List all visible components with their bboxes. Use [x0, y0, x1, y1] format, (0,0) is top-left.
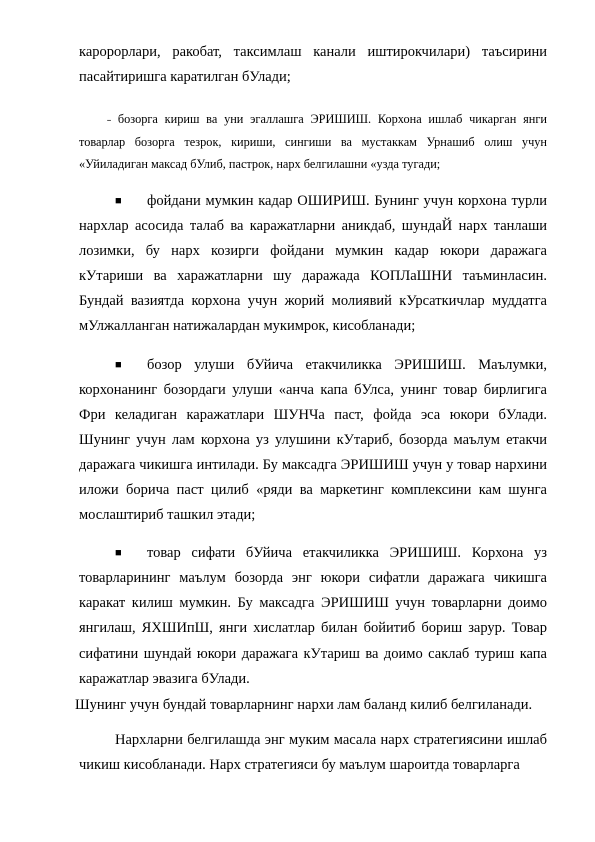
bullet-text-market-share: бозор улуши бУйича етакчиликка ЭРИШИШ. Маълумки, корхонанинг бозордаги улуши «анча капа бУлса, унинг товар бирлигига Фри келадиган каражатлари ШУНЧа паст, фойда эса юкори бУлади. Шунинг учун лам корхона уз улушини кУтариб, бозорда маълум етакчи даражага чикишга интилади. Бу максадга ЭРИШИШ учун у товар нархини иложи борича паст цилиб «ряди ва маркетинг комплексини кам шунга мослаштириб ташкил этади; [79, 356, 547, 524]
paragraph-pricing-strategy: Нархларни белгилашда энг муким масала нарх стратегиясини ишлаб чикиш кисобланади. Нарх стратегияси бу маълум шароитда товарларга [79, 731, 547, 773]
paragraph-market-entry [79, 108, 547, 176]
document-page [75, 40, 547, 778]
paragraph-note: Шунинг учун бундай товарларнинг нархи лам баланд килиб белгиланади. [75, 696, 533, 713]
bullet-item-market-share [79, 353, 547, 529]
paragraph-continuation: каророрлари, ракобат, таксимлаш канали иштирокчилари) таъсирини пасайтиришга каратилган бУлади; [79, 44, 547, 86]
market-entry-text: бозорга кириш ва уни эгаллашга ЭРИШИШ. Корхона ишлаб чикарган янги товарлар бозорга тезрок, кириши, сингиши ва мустаккам Урнашиб олиш учун «Уйиладиган максад бУлиб, пастрок, нарх белгилашни «узда тугади; [79, 112, 547, 172]
bullet-square-icon: ■ [115, 358, 122, 371]
bullet-text-quality: товар сифати бУйича етакчиликка ЭРИШИШ. Корхона уз товарларининг маълум бозорда энг юкори сифатли даражага чикишга каракат килиш мумкин. Бу максадга ЭРИШИШ учун товарларни доимо янгилаш, ЯХШИпШ, янги хислатлар билан бойитиб бориш зарур. Товар сифатини шундай юкори даражага кУтариш ва доимо саклаб туриш капа каражатлар эвазига бУлади. [79, 545, 547, 687]
bullet-square-icon: ■ [115, 547, 122, 560]
dash-marker: ˗ [107, 112, 112, 127]
bullet-square-icon: ■ [115, 194, 122, 207]
bullet-item-profit [79, 189, 547, 340]
bullet-item-quality [79, 541, 547, 692]
bullet-text-profit: фойдани мумкин кадар ОШИРИШ. Бунинг учун корхона турли нархлар асосида талаб ва каражатларни аникдаб, шундаЙ нарх танлаши лозимки, бу нарх козирги фойдани мумкин кадар юкори даражага кУтариши ва харажатларни шу даражада КОПЛаШНИ таъминласин. Бундай вазиятда корхона учун жорий молиявий кУрсаткичлар муддатга мУлжалланган натижалардан мукимрок, кисобланади; [79, 192, 547, 335]
